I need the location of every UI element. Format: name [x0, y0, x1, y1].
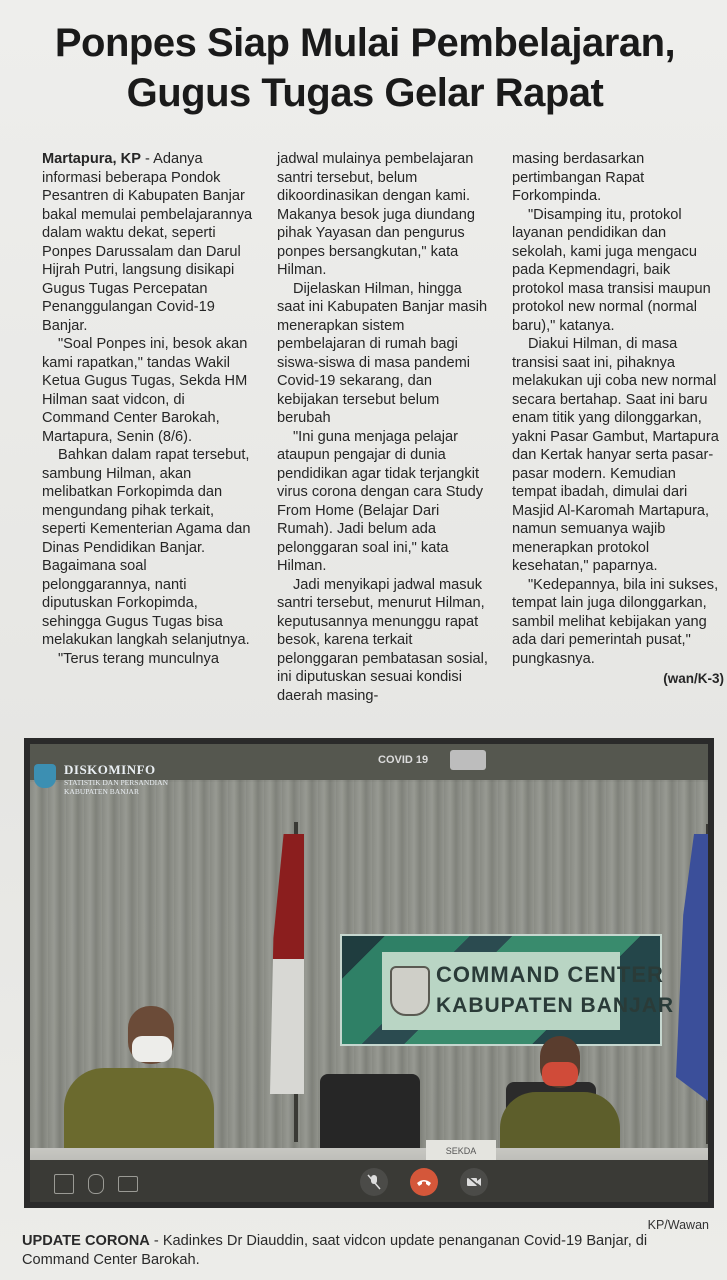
logo-title: DISKOMINFO: [64, 762, 156, 777]
article-byline: Martapura, KP: [42, 151, 141, 167]
camera-off-icon: [460, 1168, 488, 1196]
face-mask: [132, 1036, 172, 1062]
paragraph: Diakui Hilman, di masa transisi saat ini, pihaknya melakukan uji coba new normal secara bertahap. Saat ini baru enam titik yang dilonggarkan, yakni Pasar Gambut, Martapura dan Kertak hanyar serta pasar-pasar modern. Kemudian tempat ibadah, dimulai dari Masjid Al-Karomah Martapura, namun semuanya wajib menerapkan protokol kesehatan," paparnya.: [512, 336, 719, 574]
article-headline: [20, 18, 710, 118]
paragraph: Bahkan dalam rapat tersebut, sambung Hilman, akan melibatkan Forkopimda dan mengundang pihak terkait, seperti Kementerian Agama dan Dinas Pendidikan Banjar. Bagaimana soal pelonggarannya, nanti diputuskan Forkopimda, sehingga Gugus Tugas bisa melakukan langkah selanjutnya.: [42, 447, 251, 648]
photo-credit: KP/Wawan: [647, 1218, 709, 1232]
chat-icon: [118, 1176, 138, 1192]
uniform: [64, 1068, 214, 1158]
desk-nameplate: SEKDA: [426, 1140, 496, 1162]
paragraph: Jadi menyikapi jadwal masuk santri tersebut, menurut Hilman, keputusannya menunggu rapat besok, karena terkait pelonggaran pembatasan sosial, ini diputuskan sesuai kondisi daerah masing-: [277, 576, 488, 704]
paragraph: Dijelaskan Hilman, hingga saat ini Kabupaten Banjar masih menerapkan sistem pembelajaran di rumah bagi siswa-siswa di masa pandemi Covid-19 sekarang, dan kebijakan tersebut belum berubah: [277, 280, 488, 426]
caption-text: - Kadinkes Dr Diauddin, saat vidcon update penanganan Covid-19 Banjar, di Command Center Barokah.: [22, 1233, 648, 1268]
headline-line-2: Gugus Tugas Gelar Rapat: [126, 71, 604, 115]
article-body: [40, 150, 724, 725]
headline-line-1: Ponpes Siap Mulai Pembelajaran,: [54, 21, 676, 65]
article-signature: (wan/K-3): [663, 671, 724, 686]
caption-label: UPDATE CORONA: [22, 1233, 150, 1249]
sign-line-1: COMMAND CENTER: [436, 962, 664, 987]
end-call-icon: [410, 1168, 438, 1196]
paragraph: "Soal Ponpes ini, besok akan kami rapatkan," tandas Wakil Ketua Gugus Tugas, Sekda HM Hilman saat vidcon, di Command Center Barokah, Martapura, Senin (8/6).: [42, 336, 248, 445]
diskominfo-logo: [34, 760, 184, 796]
video-conference-scene: [30, 744, 708, 1202]
hand-raise-icon: [88, 1174, 104, 1194]
kabupaten-emblem-icon: [390, 966, 430, 1016]
sign-panel: [382, 952, 675, 1030]
paragraph: "Disamping itu, protokol layanan pendidikan dan sekolah, kami juga mengacu pada Kepmendagri, baik protokol masa transisi maupun protokol new normal (normal baru)," katanya.: [512, 206, 711, 334]
paragraph: - Adanya informasi beberapa Pondok Pesantren di Kabupaten Banjar bakal memulai pembelajarannya dalam waktu dekat, seperti Ponpes Darussalam dan Darul Hijrah Putri, langsung disikapi Gugus Tugas Percepatan Penanggulangan Covid-19 Banjar.: [42, 151, 253, 334]
photo-caption: [22, 1232, 712, 1269]
news-photo: [24, 738, 714, 1208]
official-left: [64, 1006, 214, 1156]
official-right: [500, 1036, 620, 1166]
video-call-controls: [30, 1160, 708, 1202]
microphone-muted-icon: [360, 1168, 388, 1196]
screen-share-icon: [54, 1174, 74, 1194]
article-column-1: [42, 150, 254, 668]
article-column-2: [277, 150, 489, 705]
stream-title: COVID 19: [378, 754, 429, 766]
paragraph: masing berdasarkan pertimbangan Rapat Forkompinda.: [512, 151, 645, 204]
sign-line-2: KABUPATEN BANJAR: [436, 994, 675, 1017]
command-center-sign: [340, 934, 675, 1046]
article-column-3: [512, 150, 724, 689]
paragraph: jadwal mulainya pembelajaran santri tersebut, belum dikoordinasikan dengan kami. Makanya besok juga diundang pihak Yayasan dan pengurus ponpes bersangkutan," kata Hilman.: [277, 151, 475, 278]
paragraph: "Kedepannya, bila ini sukses, tempat lain juga dilonggarkan, sambil melihat kebijakan yang ada dari pemerintah pusat," pungkasnya.: [512, 576, 719, 667]
camera-toggle-icon: [450, 750, 486, 770]
logo-subtitle: STATISTIK DAN PERSANDIAN KABUPATEN BANJAR: [64, 778, 168, 796]
paragraph: "Terus terang munculnya: [58, 650, 219, 667]
face-mask: [542, 1062, 578, 1086]
paragraph: "Ini guna menjaga pelajar ataupun pengajar di dunia pendidikan agar tidak terjangkit virus corona dengan cara Study From Home (Belajar Dari Rumah). Jadi belum ada pelonggaran soal ini," kata Hilman.: [277, 428, 484, 574]
emblem-icon: [34, 764, 56, 788]
